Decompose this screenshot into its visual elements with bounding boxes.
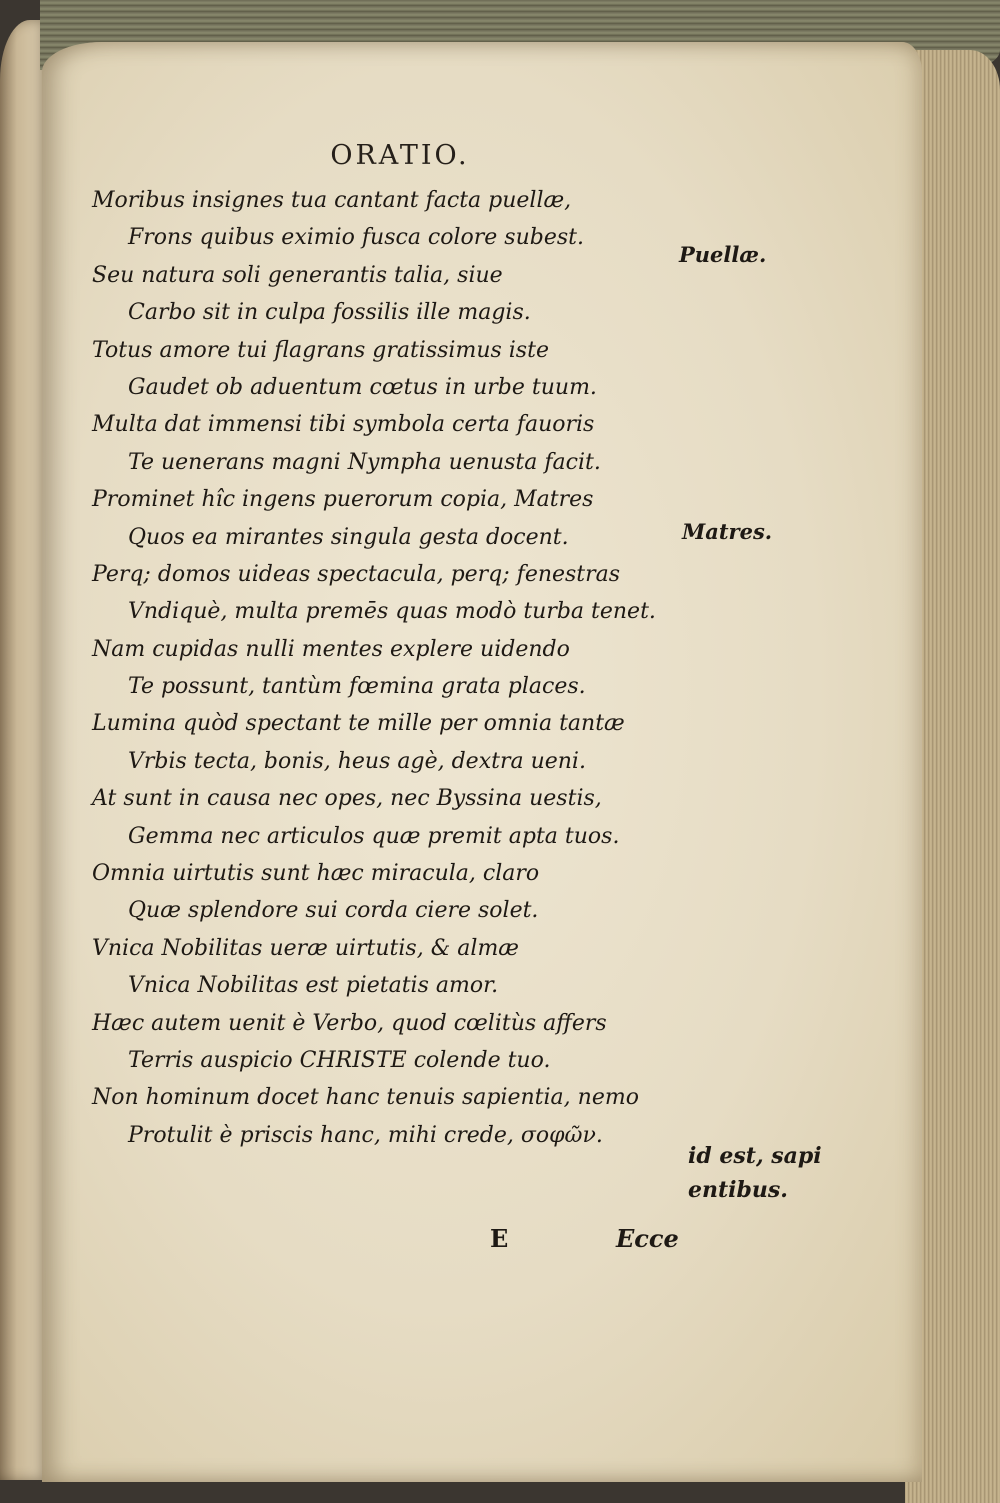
verse-text <box>92 182 692 1154</box>
verse-line: Moribus insignes tua cantant facta puellæ, <box>92 188 572 213</box>
margin-note-puellae: Puellæ. <box>679 242 767 267</box>
verse-line: Non hominum docet hanc tenuis sapientia, nemo <box>92 1085 639 1111</box>
verse-line: Multa dat immensi tibi symbola certa fauoris <box>92 412 595 438</box>
verse-line: Omnia uirtutis sunt hæc miracula, claro <box>92 861 540 887</box>
verse-line: Frons quibus eximio fusca colore subest. <box>128 225 584 251</box>
margin-note-matres: Matres. <box>682 519 773 544</box>
verse-line: Nam cupidas nulli mentes explere uidendo <box>92 636 570 662</box>
signature-mark: E <box>490 1224 509 1253</box>
verse-line: Vnica Nobilitas est pietatis amor. <box>128 973 499 999</box>
margin-note-id-est-line-2: entibus. <box>688 1177 788 1203</box>
verse-line: Totus amore tui flagrans gratissimus iste <box>92 337 549 363</box>
verse-line: At sunt in causa nec opes, nec Byssina uestis, <box>92 786 602 812</box>
running-title: ORATIO. <box>330 140 470 171</box>
verse-line: Prominet hîc ingens puerorum copia, Matres <box>92 487 594 513</box>
margin-note-id-est <box>688 1139 822 1207</box>
verse-line: Te possunt, tantùm fœmina grata places. <box>128 674 586 700</box>
verse-line: Vrbis tecta, bonis, heus agè, dextra ueni. <box>128 748 586 774</box>
book-page <box>42 42 922 1482</box>
verse-line: Carbo sit in culpa fossilis ille magis. <box>128 300 531 326</box>
catchword: Ecce <box>616 1224 679 1253</box>
margin-note-id-est-line-1: id est, sapi <box>688 1143 822 1169</box>
verse-line: Vnica Nobilitas ueræ uirtutis, & almæ <box>92 935 519 961</box>
verse-line: Hæc autem uenit è Verbo, quod cœlitùs affers <box>92 1010 607 1036</box>
verse-line: Seu natura soli generantis talia, siue <box>92 262 503 288</box>
verse-line: Terris auspicio CHRISTE colende tuo. <box>128 1047 551 1073</box>
verse-line: Quos ea mirantes singula gesta docent. <box>128 524 569 550</box>
verse-line: Gemma nec articulos quæ premit apta tuos. <box>128 823 620 849</box>
verse-line: Lumina quòd spectant te mille per omnia tantæ <box>92 711 625 737</box>
verse-line: Gaudet ob aduentum cœtus in urbe tuum. <box>128 374 597 400</box>
verse-line: Quæ splendore sui corda ciere solet. <box>128 898 539 924</box>
verse-line: Protulit è priscis hanc, mihi crede, σοφῶν. <box>128 1122 603 1148</box>
verse-line: Vndiquè, multa premēs quas modò turba tenet. <box>128 599 656 625</box>
verse-line: Perq; domos uideas spectacula, perq; fenestras <box>92 561 621 587</box>
previous-page-edge <box>0 20 48 1480</box>
verse-line: Te uenerans magni Nympha uenusta facit. <box>128 449 601 475</box>
